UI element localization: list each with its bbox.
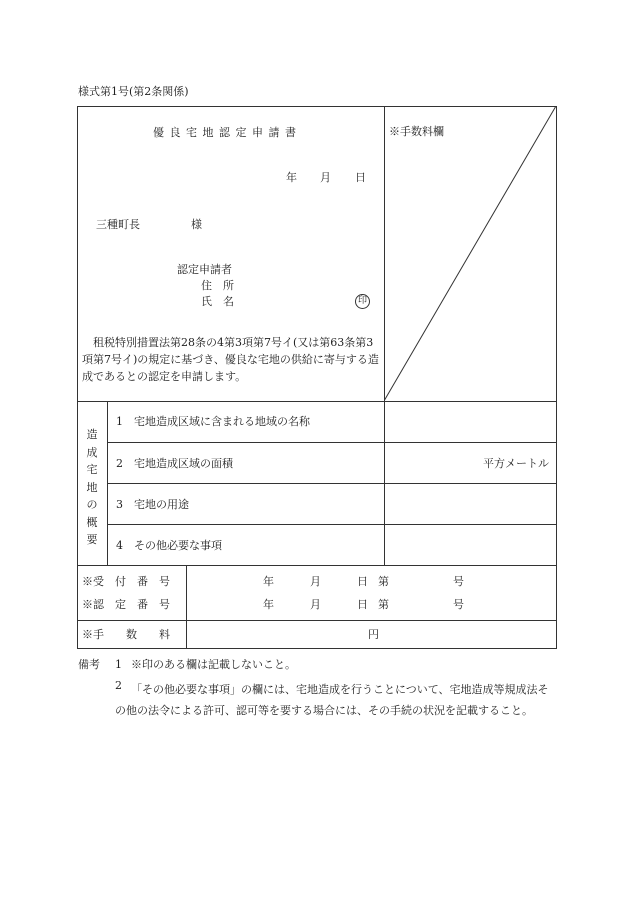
date-year: 年 (286, 171, 297, 184)
row-divider (107, 524, 557, 525)
addressee-name: 三種町長 (96, 218, 140, 231)
remark-text: 「その他必要な事項」の欄には、宅地造成を行うことについて、宅地造成等規成法その他の法令による許可、認可等を要する場合には、その手続の状況を記載すること。 (115, 683, 549, 717)
approval-gou: 号 (453, 598, 464, 611)
approval-year: 年 (263, 598, 274, 611)
approval-month: 月 (310, 598, 321, 611)
fee-stamp-label: ※手数料欄 (389, 125, 444, 138)
row-divider (107, 442, 557, 443)
receipt-dai: 第 (378, 575, 389, 588)
overview-item-other: 4 その他必要な事項 (116, 539, 222, 552)
form-number: 様式第1号(第2条関係) (78, 85, 189, 98)
applicant-label: 認定申請者 (177, 263, 232, 276)
remark-number: 2 (115, 679, 122, 692)
fee-column-diagonal (384, 106, 557, 402)
fee-label: ※手 数 料 (82, 628, 170, 641)
overview-item-area-name: 1 宅地造成区域に含まれる地域の名称 (116, 415, 310, 428)
row-divider (107, 483, 557, 484)
registry-label-divider (186, 565, 187, 649)
form-title: 優 良 宅 地 認 定 申 請 書 (153, 126, 297, 139)
approval-day: 日 (357, 598, 368, 611)
date-day: 日 (355, 171, 366, 184)
receipt-number-label: ※受 付 番 号 (82, 575, 170, 588)
overview-item-area-size: 2 宅地造成区域の面積 (116, 457, 233, 470)
application-statement: 租税特別措置法第28条の4第3項第7号イ(又は第63条第3項第7号イ)の規定に基づき、優良な宅地の供給に寄与する造成であるとの認定を申請します。 (82, 336, 379, 383)
applicant-address-label: 住 所 (201, 279, 234, 292)
receipt-month: 月 (310, 575, 321, 588)
receipt-gou: 号 (453, 575, 464, 588)
receipt-year: 年 (263, 575, 274, 588)
addressee-honorific: 様 (191, 218, 202, 231)
overview-item-usage: 3 宅地の用途 (116, 498, 189, 511)
seal-mark: 印 (355, 294, 370, 309)
remarks-label: 備考 (78, 658, 100, 671)
approval-dai: 第 (378, 598, 389, 611)
approval-number-label: ※認 定 番 号 (82, 598, 170, 611)
applicant-name-label: 氏 名 (201, 295, 234, 308)
overview-header: 造 成 宅 地 の 概 要 (86, 428, 98, 546)
receipt-day: 日 (357, 575, 368, 588)
area-unit: 平方メートル (483, 457, 549, 470)
date-month: 月 (320, 171, 331, 184)
row-divider (77, 620, 557, 621)
remark-number: 1 (115, 658, 122, 671)
remark-text: ※印のある欄は記載しないこと。 (131, 658, 296, 671)
fee-yen: 円 (368, 628, 379, 641)
section-divider (77, 565, 557, 566)
